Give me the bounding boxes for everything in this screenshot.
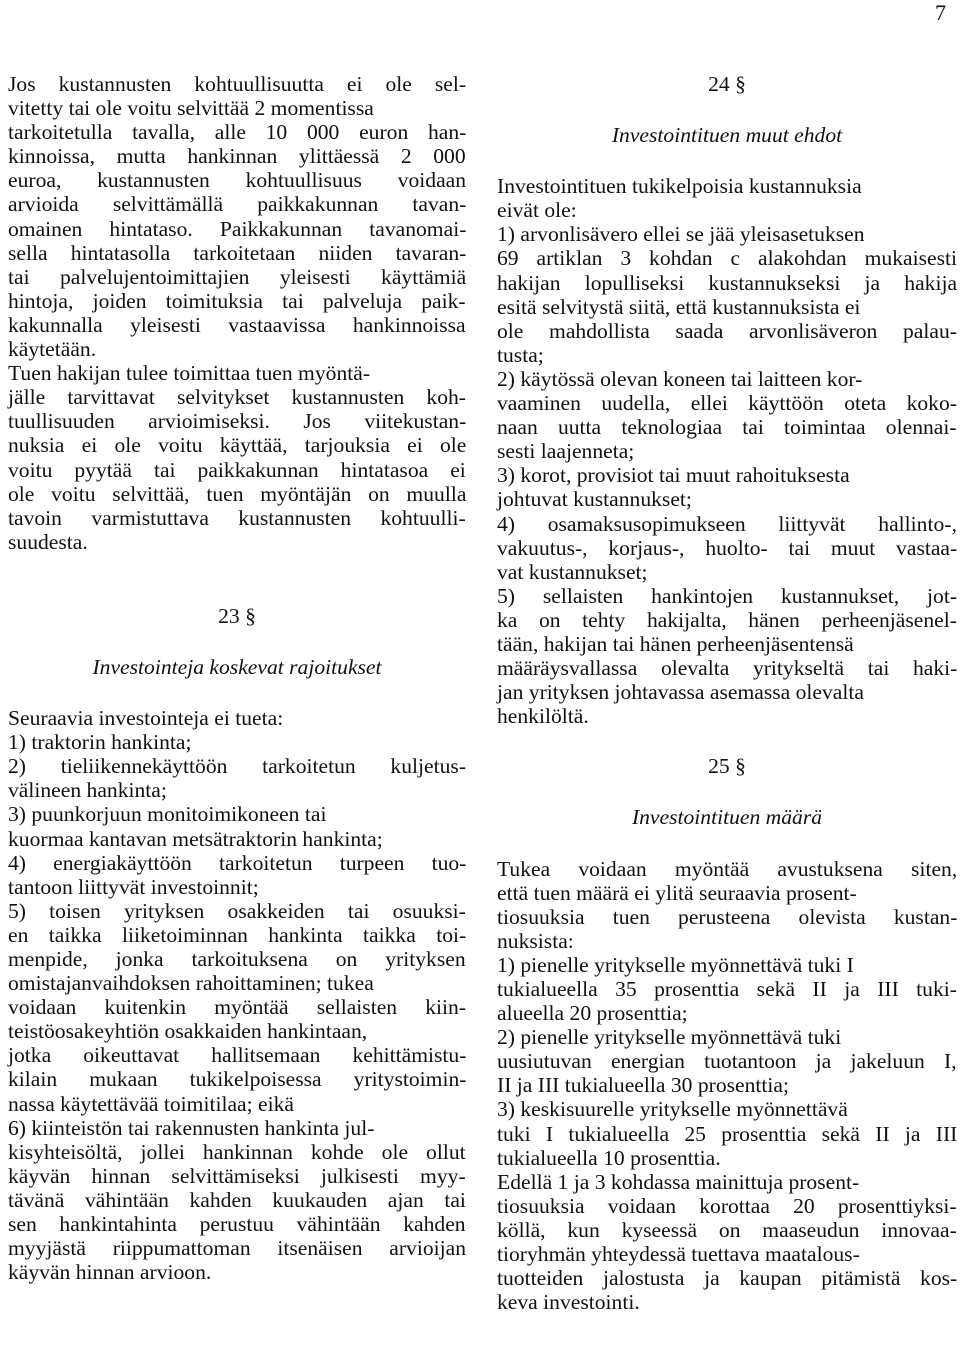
text-line: tävänä vähintään kahden kuukauden ajan tai: [8, 1187, 466, 1212]
text-line: omainen hintataso. Paikkakunnan tavanomai-: [8, 216, 467, 241]
text-line: tantoon liittyvät investoinnit;: [8, 874, 259, 899]
section-25-number: 25 §: [708, 754, 746, 779]
text-line: käyvän hinnan arvioon.: [8, 1260, 212, 1285]
text-line: tään, hakijan tai hänen perheenjäsentensä: [497, 631, 854, 656]
text-line: omistajanvaihdoksen rahoittaminen; tukea: [8, 971, 374, 996]
text-line: tiosuuksia voidaan korottaa 20 prosenttiyksi-: [497, 1193, 957, 1218]
text-line: kisyhteisöltä, jollei hankinnan kohde ole ollut: [8, 1139, 466, 1164]
section-23-number: 23 §: [218, 603, 256, 628]
text-line: voidaan kuitenkin myöntää sellaisten kiin-: [8, 995, 467, 1020]
text-line: henkilöltä.: [497, 704, 589, 729]
text-line: 6) kiinteistön tai rakennusten hankinta jul-: [8, 1115, 375, 1140]
right-column: [497, 72, 957, 1314]
text-line: eivät ole:: [497, 198, 577, 223]
text-line: Seuraavia investointeja ei tueta:: [8, 706, 284, 731]
text-line: tarkoitetulla tavalla, alle 10 000 euron han-: [8, 120, 467, 145]
section-25-title: Investointituen määrä: [631, 805, 823, 830]
text-line: että tuen määrä ei ylitä seuraavia prosent-: [497, 880, 857, 905]
text-line: ole mahdollista saada arvonlisäveron palau-: [497, 318, 957, 343]
text-line: jan yrityksen johtavassa asemassa olevalta: [497, 680, 864, 705]
text-line: 3) korot, provisiot tai muut rahoituksesta: [497, 463, 850, 488]
text-line: 69 artiklan 3 kohdan c alakohdan mukaisesti: [497, 246, 957, 271]
text-line: II ja III tukialueella 30 prosenttia;: [497, 1073, 790, 1098]
text-line: 1) arvonlisävero ellei se jää yleisasetuksen: [497, 222, 865, 247]
text-line: Tukea voidaan myöntää avustuksena siten,: [497, 856, 958, 881]
text-line: tiosuuksia tuen perusteena olevista kustan-: [497, 904, 958, 929]
text-line: alueella 20 prosenttia;: [497, 1001, 688, 1026]
text-line: tioryhmän yhteydessä tuettava maatalous-: [497, 1242, 860, 1267]
text-line: tusta;: [497, 342, 544, 367]
text-line: 1) traktorin hankinta;: [8, 730, 192, 755]
text-line: johtuvat kustannukset;: [497, 487, 692, 512]
text-line: 2) tieliikennekäyttöön tarkoitetun kuljetus-: [8, 754, 467, 779]
text-line: tukialueella 10 prosenttia.: [497, 1145, 721, 1170]
text-line: nassa käytettävää toimitilaa; eikä: [8, 1091, 295, 1116]
page-number: 7: [935, 0, 946, 25]
text-line: nuksia ei ole voitu käyttää, tarjouksia ei ole: [8, 433, 467, 458]
text-line: suudesta.: [8, 529, 88, 554]
text-line: määräysvallassa olevalta yritykseltä tai haki-: [497, 656, 958, 681]
text-line: teistöosakeyhtiön osakkaiden hankintaan,: [8, 1019, 368, 1044]
text-line: käyvän hinnan selvittämiseksi julkisesti myy-: [8, 1163, 466, 1188]
text-line: en taikka liiketoiminnan hankinta taikka toi-: [8, 922, 467, 947]
text-line: tavoin varmistuttava kustannusten kohtuulli-: [8, 505, 466, 530]
text-line: vaaminen uudella, ellei käyttöön oteta koko-: [497, 391, 957, 416]
text-line: Edellä 1 ja 3 kohdassa mainittuja prosent-: [497, 1169, 860, 1194]
text-line: käytetään.: [8, 337, 97, 362]
left-column: [8, 72, 466, 1284]
text-line: vitetty tai ole voitu selvittää 2 momentissa: [8, 96, 374, 121]
text-line: voitu pyytää tai paikkakunnan hintatasoa ei: [8, 457, 466, 482]
text-line: nuksista:: [497, 928, 574, 953]
text-line: euroa, kustannusten kohtuullisuus voidaan: [8, 168, 467, 193]
text-line: sesti laajenneta;: [497, 439, 635, 464]
text-line: 2) pienelle yritykselle myönnettävä tuki: [497, 1025, 842, 1050]
text-line: Investointituen tukikelpoisia kustannuksia: [497, 174, 862, 199]
text-line: tai palvelujentoimittajien yleisesti käyttämiä: [8, 264, 467, 289]
text-line: jälle tarvittavat selvitykset kustannusten koh-: [8, 385, 466, 410]
text-line: kilain mukaan tukikelpoisessa yritystoimin-: [8, 1067, 467, 1092]
text-line: jotka oikeuttavat hallitsemaan kehittämistu-: [8, 1043, 467, 1068]
section-23-title: Investointeja koskevat rajoitukset: [92, 654, 382, 679]
text-line: esitä selvitystä siitä, että kustannuksista ei: [497, 294, 861, 319]
text-line: 2) käytössä olevan koneen tai laitteen kor-: [497, 366, 863, 391]
text-line: vakuutus-, korjaus-, huolto- tai muut vastaa-: [497, 535, 958, 560]
text-line: välineen hankinta;: [8, 778, 167, 803]
text-line: ole voitu selvittää, tuen myöntäjän on muulla: [8, 481, 467, 506]
text-line: vat kustannukset;: [497, 559, 648, 584]
section-24-title: Investointituen muut ehdot: [611, 123, 843, 148]
section-25-body: [497, 857, 957, 1315]
text-line: sen hankintahinta perustuu vähintään kahden: [8, 1212, 466, 1237]
intro-paragraph: [8, 72, 466, 554]
text-line: hintoja, joiden toimituksia tai palveluja paik-: [8, 288, 466, 313]
text-line: ka on tehty hakijalta, hänen perheenjäsenel-: [497, 607, 957, 632]
section-24-number: 24 §: [708, 72, 746, 96]
text-line: arvioida selvittämällä paikkakunnan tavan-: [8, 192, 467, 217]
text-line: uusiutuvan energian tuotantoon ja jakeluun I,: [497, 1049, 957, 1074]
text-line: sella hintatasolla tarkoitetaan niiden tavaran-: [8, 240, 467, 265]
text-line: Jos kustannusten kohtuullisuutta ei ole sel-: [8, 72, 467, 96]
text-line: 3) keskisuurelle yritykselle myönnettävä: [497, 1097, 848, 1122]
section-23-body: [8, 706, 466, 1284]
text-line: tukialueella 35 prosenttia sekä II ja III tuki-: [497, 977, 957, 1001]
text-line: 1) pienelle yritykselle myönnettävä tuki I: [497, 952, 854, 977]
text-line: 4) osamaksusopimukseen liittyvät hallinto-,: [497, 511, 957, 536]
text-line: köllä, kun kyseessä on maaseudun innovaa-: [497, 1217, 957, 1242]
text-line: kakunnalla yleisesti vastaavissa hankinnoissa: [8, 312, 466, 337]
text-line: 3) puunkorjuun monitoimikoneen tai: [8, 802, 327, 827]
text-line: Tuen hakijan tulee toimittaa tuen myöntä-: [8, 361, 371, 386]
text-line: tuotteiden jalostusta ja kaupan pitämistä kos-: [497, 1266, 958, 1291]
text-line: 4) energiakäyttöön tarkoitetun turpeen tuo-: [8, 850, 467, 875]
text-line: 5) toisen yrityksen osakkeiden tai osuuksi-: [8, 898, 466, 923]
text-line: tuullisuuden arvioimiseksi. Jos viitekustan-: [8, 409, 467, 434]
text-line: kuormaa kantavan metsätraktorin hankinta;: [8, 826, 383, 851]
text-line: naan uutta teknologiaa tai toimintaa olennai-: [497, 415, 957, 440]
text-line: keva investointi.: [497, 1290, 640, 1315]
text-line: tuki I tukialueella 25 prosenttia sekä II ja III: [497, 1121, 958, 1146]
text-line: hakijan lopulliseksi kustannukseksi ja hakija: [497, 270, 958, 295]
text-line: menpide, jonka tarkoituksena on yrityksen: [8, 947, 466, 971]
text-line: myyjästä riippumattoman itsenäisen arvioijan: [8, 1236, 466, 1261]
text-line: 5) sellaisten hankintojen kustannukset, jot-: [497, 583, 958, 608]
text-line: kinnoissa, mutta hankinnan ylittäessä 2 000: [8, 144, 466, 169]
section-24-body: [497, 174, 957, 728]
